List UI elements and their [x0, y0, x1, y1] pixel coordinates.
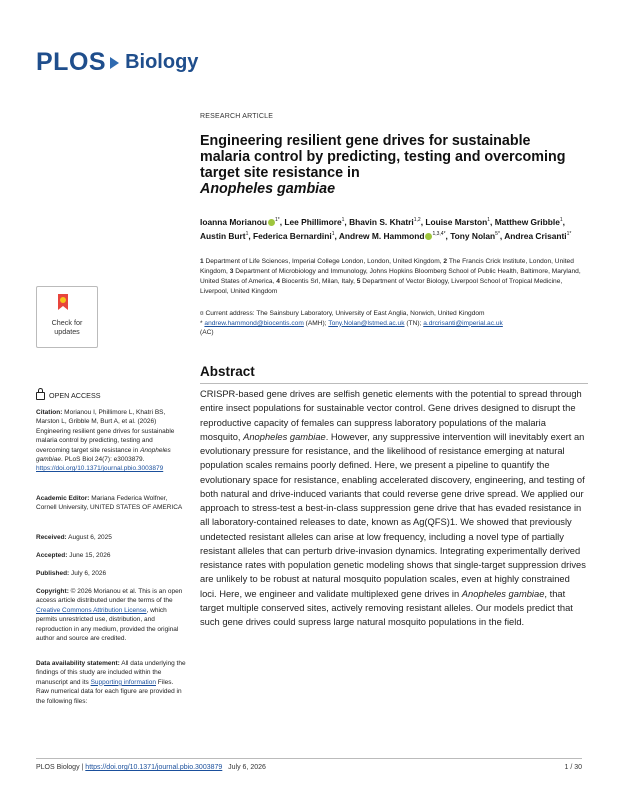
footer-date: July 6, 2026	[228, 764, 266, 771]
email-crisanti[interactable]: a.drcrisanti@imperial.ac.uk	[423, 319, 503, 327]
license-link[interactable]: Creative Commons Attribution License	[36, 606, 147, 614]
data-availability	[36, 659, 186, 706]
author-affiliation-marker: 1	[341, 217, 345, 223]
footer-divider	[36, 758, 582, 759]
current-address: ¤ Current address: The Sainsbury Laboratory, University of East Anglia, Norwich, United Kingdom	[200, 310, 485, 317]
page-number: 1 / 30	[564, 764, 582, 771]
affiliation-text: Department of Vector Biology, Liverpool School of Tropical Medicine, Liverpool, United Kingdom	[200, 278, 563, 295]
journal-name: Biology	[125, 51, 199, 73]
abstract-part-3: , that target multiple conserved sites, actively removing resistant alleles. Our models predict that such gene drives could supress large natural mosquito populations in the field.	[200, 588, 573, 627]
citation-tail: . PLoS Biol 24(7): e3003879.	[60, 456, 145, 464]
correspondence: ¤ Current address: The Sainsbury Laboratory, University of East Anglia, Norwich, United Kingdom * andrew.hammond@biocentis.com (AMH); Tony.Nolan@lstmed.ac.uk (TN); a.drcrisanti@imperial.ac.uk (AC)	[200, 309, 590, 338]
email-nolan[interactable]: Tony.Nolan@lstmed.ac.uk	[328, 319, 405, 327]
affiliation-text: Department of Microbiology and Immunology, Johns Hopkins Bloomberg School of Public Health, Baltimore, Maryland, United States of America,	[200, 268, 581, 285]
author-affiliation-marker: 1,3,4*	[432, 231, 446, 238]
affiliation-text: Department of Life Sciences, Imperial College London, London, United Kingdom,	[205, 258, 444, 265]
received-label: Received:	[36, 534, 67, 541]
author-name: Andrew M. Hammond	[338, 231, 425, 242]
logo-arrow-icon	[110, 57, 119, 69]
abstract-divider	[200, 383, 588, 384]
copyright-text2: , which permits unrestricted use, distribution, and reproduction in any medium, provided the original author and source are credited.	[36, 606, 179, 643]
open-access-badge	[36, 391, 101, 400]
editor-label: Academic Editor:	[36, 495, 90, 502]
published-label: Published:	[36, 570, 70, 577]
open-access-label: OPEN ACCESS	[49, 391, 101, 400]
article-title	[200, 133, 580, 197]
check-updates-label	[36, 319, 98, 336]
author-name: Ioanna Morianou	[200, 216, 267, 227]
author-name: Federica Bernardini	[253, 231, 332, 242]
published-value: July 6, 2026	[71, 570, 107, 577]
citation-label: Citation:	[36, 409, 63, 416]
accepted-label: Accepted:	[36, 552, 68, 559]
affiliations	[200, 257, 590, 297]
author-name: Louise Marston	[425, 216, 488, 227]
data-availability-label: Data availability statement:	[36, 660, 120, 667]
check-updates-icon	[56, 294, 70, 310]
received-date	[36, 533, 186, 542]
corr-who-2: (TN);	[406, 319, 422, 327]
affiliation-number: 3	[229, 268, 236, 275]
affiliation-text: The Francis Crick Institute, London, United Kingdom,	[200, 258, 574, 275]
accepted-value: June 15, 2026	[69, 552, 111, 559]
affiliation-number: 2	[443, 258, 449, 265]
academic-editor	[36, 494, 186, 513]
email-hammond[interactable]: andrew.hammond@biocentis.com	[204, 319, 304, 327]
affiliation-number: 1	[200, 258, 206, 265]
journal-brand: PLOS	[36, 48, 107, 76]
author-affiliation-marker: 1*	[275, 217, 280, 223]
author-name: Tony Nolan	[450, 231, 496, 242]
abstract-heading: Abstract	[200, 364, 255, 379]
affiliation-text: Biocentis Srl, Milan, Italy,	[281, 278, 357, 285]
orcid-icon[interactable]	[268, 219, 275, 226]
title-species: Anopheles gambiae	[200, 181, 336, 197]
copyright-label: Copyright:	[36, 588, 69, 595]
author-name: Matthew Gribble	[494, 216, 560, 227]
title-main: Engineering resilient gene drives for sustainable malaria control by predicting, testing and overcoming target site resistance in	[200, 133, 566, 181]
author-name: Austin Burt	[200, 231, 246, 242]
affiliation-number: 4	[276, 278, 282, 285]
article-type: RESEARCH ARTICLE	[200, 113, 274, 120]
abstract-body	[200, 387, 588, 629]
supporting-info-link[interactable]: Supporting information	[90, 678, 156, 686]
check-updates-line2: updates	[54, 326, 80, 336]
author-affiliation-marker: 1	[245, 231, 249, 238]
footer-journal: PLOS Biology |	[36, 764, 84, 771]
received-value: August 6, 2025	[68, 534, 112, 541]
abstract-species-2: Anopheles gambiae	[461, 588, 545, 599]
author-affiliation-marker: 1	[487, 217, 491, 223]
citation	[36, 408, 186, 474]
author-affiliation-marker: 1	[559, 217, 563, 223]
affiliation-number: 5	[356, 278, 363, 285]
abstract-species-1: Anopheles gambiae	[243, 431, 326, 442]
author-affiliation-marker: 5*	[495, 231, 500, 238]
author-affiliation-marker: 1	[331, 231, 335, 238]
abstract-part-2: . However, any suppressive intervention will inevitably exert an evolutionary pressure for resistance, and the likelihood of resistance emerging at natural population scales remains poorly defined. Here, we present a pipeline to quantify the evolutionary space for resistance, enabling accelerated discovery, engineering, and testing of both natural and drive-induced variants that could reverse gene drive spread. We applied our approach to stress-test a best-in-class suppression gene drive that has evaded resistance in all laboratory-contained releases to date, known as Ag(QFS)1. We showed that previously undetected resistant alleles can arise at low frequency, including a novel type of partially resistant alleles that can perturb drive-invasion dynamics. Integrating experimentally derived resistance rates with population genetic modeling shows that single-target suppression drives are unlikely to be robust at natural mosquito population scales, even at highly constrained loci. Here, we engineer and validate multiplexed gene drives in	[200, 431, 586, 599]
page-footer	[36, 764, 582, 771]
corr-who-1: (AMH);	[305, 319, 327, 327]
author-name: Bhavin S. Khatri	[349, 216, 414, 227]
citation-text: Morianou I, Phillimore L, Khatri BS, Marston L, Gribble M, Burt A, et al. (2026) Engineering resilient gene drives for sustainable malaria control by predicting, testing and overcoming target site resistance in	[36, 409, 175, 454]
author-name: Andrea Crisanti	[504, 231, 567, 242]
author-name: Lee Phillimore	[284, 216, 342, 227]
citation-species: Anopheles gambiae	[36, 446, 171, 464]
author-affiliation-marker: 1,2	[413, 217, 421, 223]
check-updates-line1: Check for	[51, 318, 83, 327]
copyright	[36, 587, 186, 643]
footer-doi-link[interactable]: https://doi.org/10.1371/journal.pbio.3003879	[85, 764, 223, 771]
abstract-part-1: CRISPR-based gene drives are selfish genetic elements with the potential to spread through entire insect populations for sustainable vector control. Gene drives designed to disrupt the reproductive capacity of females can suppress laboratory populations of the malaria mosquito,	[200, 389, 582, 442]
data-availability-text2: Files. Raw numerical data for each figure are provided in the following files:	[36, 678, 182, 705]
data-availability-text1: All data underlying the findings of this study are included within the manuscript and its	[36, 660, 186, 686]
citation-doi-link[interactable]: https://doi.org/10.1371/journal.pbio.3003879	[36, 465, 164, 473]
corr-who-3: (AC)	[200, 329, 214, 336]
accepted-date	[36, 551, 186, 560]
editor-name: Mariana Federica Wolfner, Cornell University, UNITED STATES OF AMERICA	[36, 495, 183, 512]
author-affiliation-marker: 1*	[566, 231, 572, 238]
author-list: Ioanna Morianou $^{1*}$, Lee Phillimore$^1$, Bhavin S. Khatri$^{1,2}$, Louise Marston$^1$, Matthew Gribble$^1$, Austin Burt$^1$, Federica Bernardini$^1$, Andrew M. Hammond $^{1,3,4*}$, Tony Nolan$^{5*}$, Andrea Crisanti$^{1*}$	[200, 216, 572, 242]
journal-logo[interactable]	[36, 48, 198, 77]
open-lock-icon	[36, 392, 45, 400]
published-date	[36, 569, 186, 578]
copyright-text1: © 2026 Morianou et al. This is an open access article distributed under the terms of the	[36, 588, 183, 605]
